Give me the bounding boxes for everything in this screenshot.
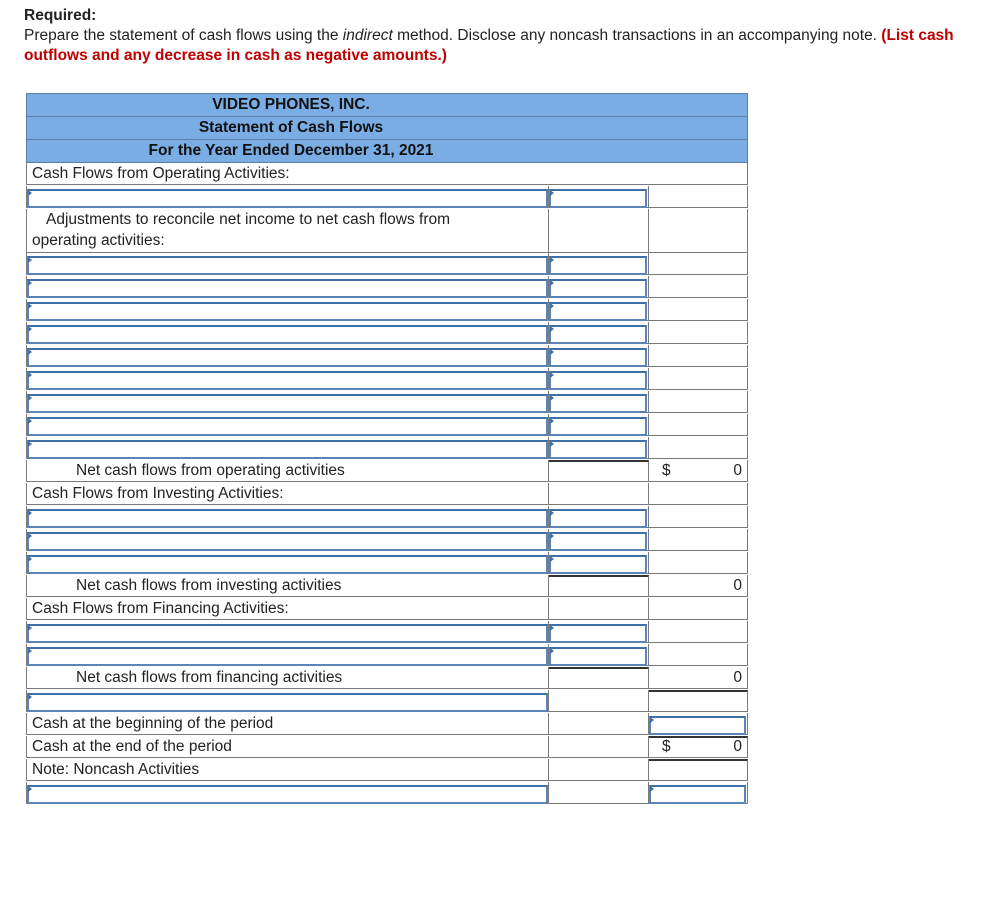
- net-operating-label: Net cash flows from operating activities: [26, 460, 549, 482]
- net-investing-value: 0: [733, 577, 742, 594]
- description-input[interactable]: [27, 647, 548, 666]
- note-row: [26, 759, 748, 782]
- statement-title: Statement of Cash Flows: [198, 119, 384, 136]
- cell: [549, 460, 649, 482]
- cell: [549, 506, 649, 528]
- amount-input[interactable]: [549, 394, 647, 413]
- cell: [649, 414, 748, 436]
- cell: [649, 483, 748, 505]
- amount-input[interactable]: [549, 555, 647, 574]
- cell: [649, 782, 748, 804]
- net-investing-row: [26, 575, 748, 598]
- amount-input[interactable]: [549, 279, 647, 298]
- cell: [649, 368, 748, 390]
- amount-input[interactable]: [549, 624, 647, 643]
- description-input[interactable]: [27, 325, 548, 344]
- cell: [549, 368, 649, 390]
- cell: [549, 186, 649, 208]
- description-input[interactable]: [27, 348, 548, 367]
- cell: [649, 322, 748, 344]
- cell: [549, 322, 649, 344]
- description-input[interactable]: [27, 279, 548, 298]
- instructions: [24, 6, 974, 66]
- cell: [649, 690, 748, 712]
- description-input[interactable]: [27, 371, 548, 390]
- cell: [26, 506, 549, 528]
- net-investing-label: Net cash flows from investing activities: [26, 575, 549, 597]
- required-heading: Required:: [24, 7, 97, 24]
- description-input[interactable]: [27, 555, 548, 574]
- cell: [649, 276, 748, 298]
- adjustments-line-1: Adjustments to reconcile net income to net cash flows from: [46, 211, 451, 228]
- cell: [26, 345, 549, 367]
- cell: [649, 713, 748, 735]
- cell: [549, 552, 649, 574]
- company-name: VIDEO PHONES, INC.: [212, 96, 370, 113]
- cash-end-value: 0: [733, 738, 742, 755]
- net-financing-value: 0: [733, 669, 742, 686]
- cell: [549, 209, 649, 253]
- cash-end-row: [26, 736, 748, 759]
- description-input[interactable]: [27, 693, 548, 712]
- cell: [549, 345, 649, 367]
- cell: [549, 276, 649, 298]
- cell: [549, 644, 649, 666]
- cell: [549, 529, 649, 551]
- cell: [549, 437, 649, 459]
- cell: [549, 391, 649, 413]
- table-row: [26, 186, 748, 209]
- table-row: [26, 506, 748, 529]
- description-input[interactable]: [27, 624, 548, 643]
- cell: [549, 414, 649, 436]
- cell: [549, 299, 649, 321]
- cell: [26, 690, 549, 712]
- cell: [26, 391, 549, 413]
- description-input[interactable]: [27, 440, 548, 459]
- net-change-row: [26, 690, 748, 713]
- cash-end-label: Cash at the end of the period: [26, 736, 549, 758]
- cash-beginning-input[interactable]: [649, 716, 746, 735]
- table-row: [26, 345, 748, 368]
- description-input[interactable]: [27, 532, 548, 551]
- cash-beginning-label: Cash at the beginning of the period: [26, 713, 549, 735]
- net-financing-row: [26, 667, 748, 690]
- amount-input[interactable]: [549, 440, 647, 459]
- cell: [649, 209, 748, 253]
- investing-heading: Cash Flows from Investing Activities:: [26, 483, 549, 505]
- cell: [26, 437, 549, 459]
- cell: [649, 759, 748, 781]
- amount-input[interactable]: [549, 302, 647, 321]
- cell: [649, 506, 748, 528]
- cell: [649, 598, 748, 620]
- cell: [26, 368, 549, 390]
- cell: [649, 391, 748, 413]
- cash-beginning-row: [26, 713, 748, 736]
- table-row: [26, 299, 748, 322]
- cell: [649, 299, 748, 321]
- cell: [26, 414, 549, 436]
- table-row: [26, 414, 748, 437]
- amount-input[interactable]: [549, 325, 647, 344]
- note-input-row: [26, 782, 748, 805]
- cell: [549, 759, 649, 781]
- amount-input[interactable]: [549, 348, 647, 367]
- adjustments-label: [26, 209, 549, 253]
- cell: [649, 552, 748, 574]
- cell: [549, 667, 649, 689]
- cell: [649, 529, 748, 551]
- table-row: [26, 529, 748, 552]
- cell: [549, 782, 649, 804]
- amount-input[interactable]: [549, 256, 647, 275]
- investing-heading-row: [26, 483, 748, 506]
- table-row: [26, 552, 748, 575]
- description-input[interactable]: [27, 256, 548, 275]
- instructions-part: method. Disclose any noncash transactions in an accompanying note.: [392, 27, 882, 44]
- amount-input[interactable]: [549, 371, 647, 390]
- noncash-description-input[interactable]: [27, 785, 548, 804]
- net-financing-label: Net cash flows from financing activities: [26, 667, 549, 689]
- description-input[interactable]: [27, 189, 548, 208]
- cell: [649, 345, 748, 367]
- noncash-amount-input[interactable]: [649, 785, 746, 804]
- cell: [649, 437, 748, 459]
- header-period: [26, 139, 748, 163]
- cell: [549, 253, 649, 275]
- currency-symbol: $: [662, 738, 671, 755]
- financing-heading-row: [26, 598, 748, 621]
- net-operating-row: [26, 460, 748, 483]
- cell: [26, 529, 549, 551]
- noncash-note-label: Note: Noncash Activities: [26, 759, 549, 781]
- operating-heading: Cash Flows from Operating Activities:: [26, 163, 748, 185]
- financing-heading: Cash Flows from Financing Activities:: [26, 598, 549, 620]
- table-row: [26, 368, 748, 391]
- operating-heading-row: [26, 163, 748, 186]
- cell: [649, 644, 748, 666]
- amount-input[interactable]: [549, 509, 647, 528]
- amount-input[interactable]: [549, 189, 647, 208]
- table-row: [26, 276, 748, 299]
- cell: [549, 483, 649, 505]
- table-row: [26, 644, 748, 667]
- cell: [26, 322, 549, 344]
- cell: [649, 253, 748, 275]
- negative-amounts-note: (List cash outflows and any decrease in cash as negative amounts.): [24, 27, 954, 64]
- cell: [26, 253, 549, 275]
- cell: [26, 644, 549, 666]
- cell: [549, 621, 649, 643]
- cell: [649, 621, 748, 643]
- table-row: [26, 437, 748, 460]
- cash-flow-statement: [26, 93, 748, 805]
- cell: [26, 299, 549, 321]
- cell: [549, 690, 649, 712]
- table-row: [26, 391, 748, 414]
- adjustments-line-2: operating activities:: [32, 232, 165, 249]
- cell: [549, 713, 649, 735]
- header-title: [26, 116, 748, 139]
- table-row: [26, 322, 748, 345]
- description-input[interactable]: [27, 394, 548, 413]
- cell: [26, 276, 549, 298]
- cell: [26, 552, 549, 574]
- table-row: [26, 253, 748, 276]
- amount-input[interactable]: [549, 532, 647, 551]
- cell: [549, 575, 649, 597]
- adjustments-row: [26, 209, 748, 253]
- description-input[interactable]: [27, 302, 548, 321]
- amount-input[interactable]: [549, 417, 647, 436]
- cell: [26, 621, 549, 643]
- header-company: [26, 93, 748, 116]
- statement-period: For the Year Ended December 31, 2021: [148, 142, 434, 159]
- cell: [549, 736, 649, 758]
- cell: [649, 186, 748, 208]
- amount-input[interactable]: [549, 647, 647, 666]
- description-input[interactable]: [27, 417, 548, 436]
- table-row: [26, 621, 748, 644]
- cell: [549, 598, 649, 620]
- net-operating-value: 0: [733, 462, 742, 479]
- instructions-italic: indirect: [342, 27, 393, 44]
- instructions-text: [24, 26, 974, 66]
- instructions-part: Prepare the statement of cash flows using the: [24, 27, 343, 44]
- cell: [26, 782, 549, 804]
- cell: [26, 186, 549, 208]
- description-input[interactable]: [27, 509, 548, 528]
- currency-symbol: $: [662, 462, 671, 479]
